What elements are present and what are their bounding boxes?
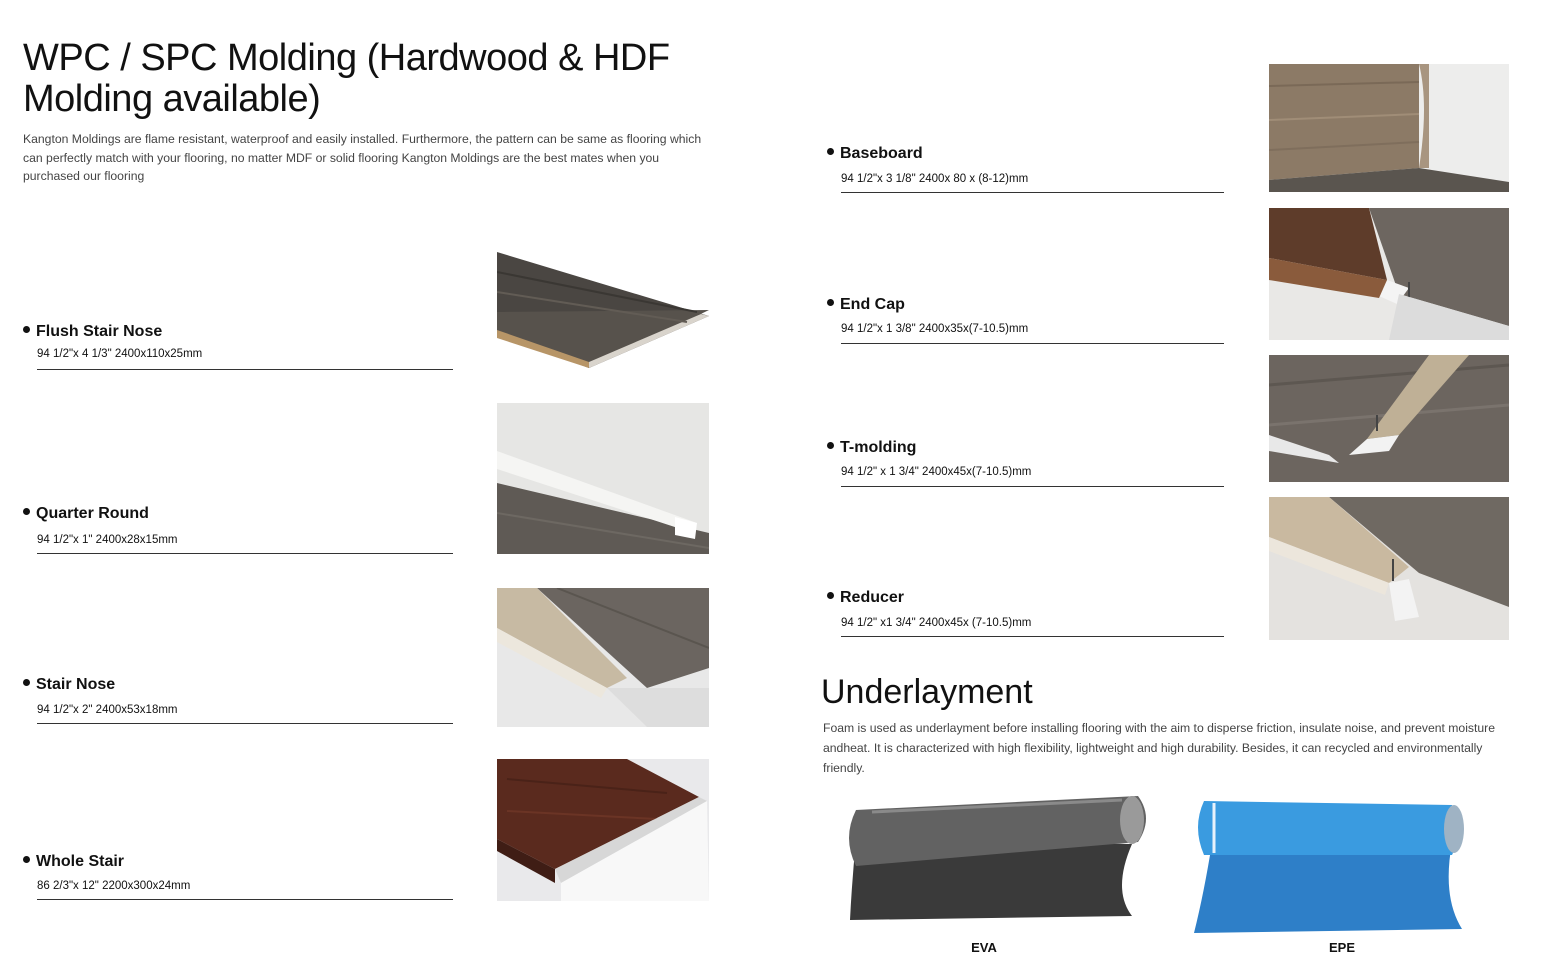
epe-label: EPE: [1328, 940, 1355, 955]
item-name: Quarter Round: [36, 505, 149, 522]
divider: [841, 192, 1224, 193]
item-name: Reducer: [840, 589, 905, 606]
item-spec: 94 1/2" x1 3/4" 2400x45x (7-10.5)mm: [841, 617, 1032, 629]
item-spec: 94 1/2"x 1" 2400x28x15mm: [37, 534, 178, 546]
bullet-icon: [827, 592, 834, 599]
bullet-icon: [827, 442, 834, 449]
baseboard-photo: [1269, 64, 1509, 192]
item-reducer: [827, 588, 1227, 640]
item-name: Stair Nose: [36, 676, 116, 693]
divider: [841, 486, 1224, 487]
item-name: Baseboard: [840, 145, 923, 162]
item-t-molding: [827, 438, 1227, 490]
eva-roll-photo: [842, 790, 1152, 928]
item-spec: 86 2/3"x 12" 2200x300x24mm: [37, 880, 191, 892]
divider: [841, 343, 1224, 344]
whole-stair-photo: [497, 759, 709, 901]
item-flush-stair-nose: [23, 322, 463, 372]
item-name: Whole Stair: [36, 853, 125, 870]
bullet-icon: [827, 299, 834, 306]
bullet-icon: [827, 148, 834, 155]
item-name: Flush Stair Nose: [36, 323, 163, 340]
item-quarter-round: [23, 504, 463, 556]
quarter-round-photo: [497, 403, 709, 554]
item-spec: 94 1/2"x 1 3/8" 2400x35x(7-10.5)mm: [841, 323, 1029, 335]
underlayment-title: Underlayment: [821, 673, 1033, 711]
item-stair-nose: [23, 675, 463, 727]
item-whole-stair: [23, 852, 463, 904]
page-title: WPC / SPC Molding (Hardwood & HDF Molding available): [23, 37, 670, 120]
divider: [37, 723, 453, 724]
item-name: T-molding: [840, 439, 917, 456]
item-name: End Cap: [840, 296, 905, 313]
item-spec: 94 1/2"x 4 1/3" 2400x110x25mm: [37, 348, 203, 360]
divider: [37, 899, 453, 900]
reducer-photo: [1269, 497, 1509, 640]
underlayment-paragraph: Foam is used as underlayment before installing flooring with the aim to disperse friction, insulate noise, and prevent moisture andheat. It is characterized with high flexibility, lightweight and high durability. Besides, it can recycled and environmentally friendly.: [823, 721, 1496, 775]
item-end-cap: [827, 295, 1227, 347]
item-spec: 94 1/2" x 1 3/4" 2400x45x(7-10.5)mm: [841, 466, 1032, 478]
eva-label: EVA: [971, 940, 997, 955]
bullet-icon: [23, 679, 30, 686]
item-baseboard: [827, 144, 1227, 196]
intro-paragraph: Kangton Moldings are flame resistant, waterproof and easily installed. Furthermore, the pattern can be same as flooring which can perfectly match with your flooring, no matter MDF or solid flooring Kangton Moldings are the best mates when you purchased our flooring: [23, 132, 702, 183]
end-cap-photo: [1269, 208, 1509, 340]
t-molding-photo: [1269, 355, 1509, 482]
divider: [37, 553, 453, 554]
bullet-icon: [23, 326, 30, 333]
divider: [37, 369, 453, 370]
bullet-icon: [23, 856, 30, 863]
bullet-icon: [23, 508, 30, 515]
epe-roll-photo: [1190, 793, 1468, 935]
divider: [841, 636, 1224, 637]
flush-stair-nose-photo: [497, 252, 709, 368]
stair-nose-photo: [497, 588, 709, 727]
item-spec: 94 1/2"x 3 1/8" 2400x 80 x (8-12)mm: [841, 173, 1029, 185]
item-spec: 94 1/2"x 2" 2400x53x18mm: [37, 704, 178, 716]
